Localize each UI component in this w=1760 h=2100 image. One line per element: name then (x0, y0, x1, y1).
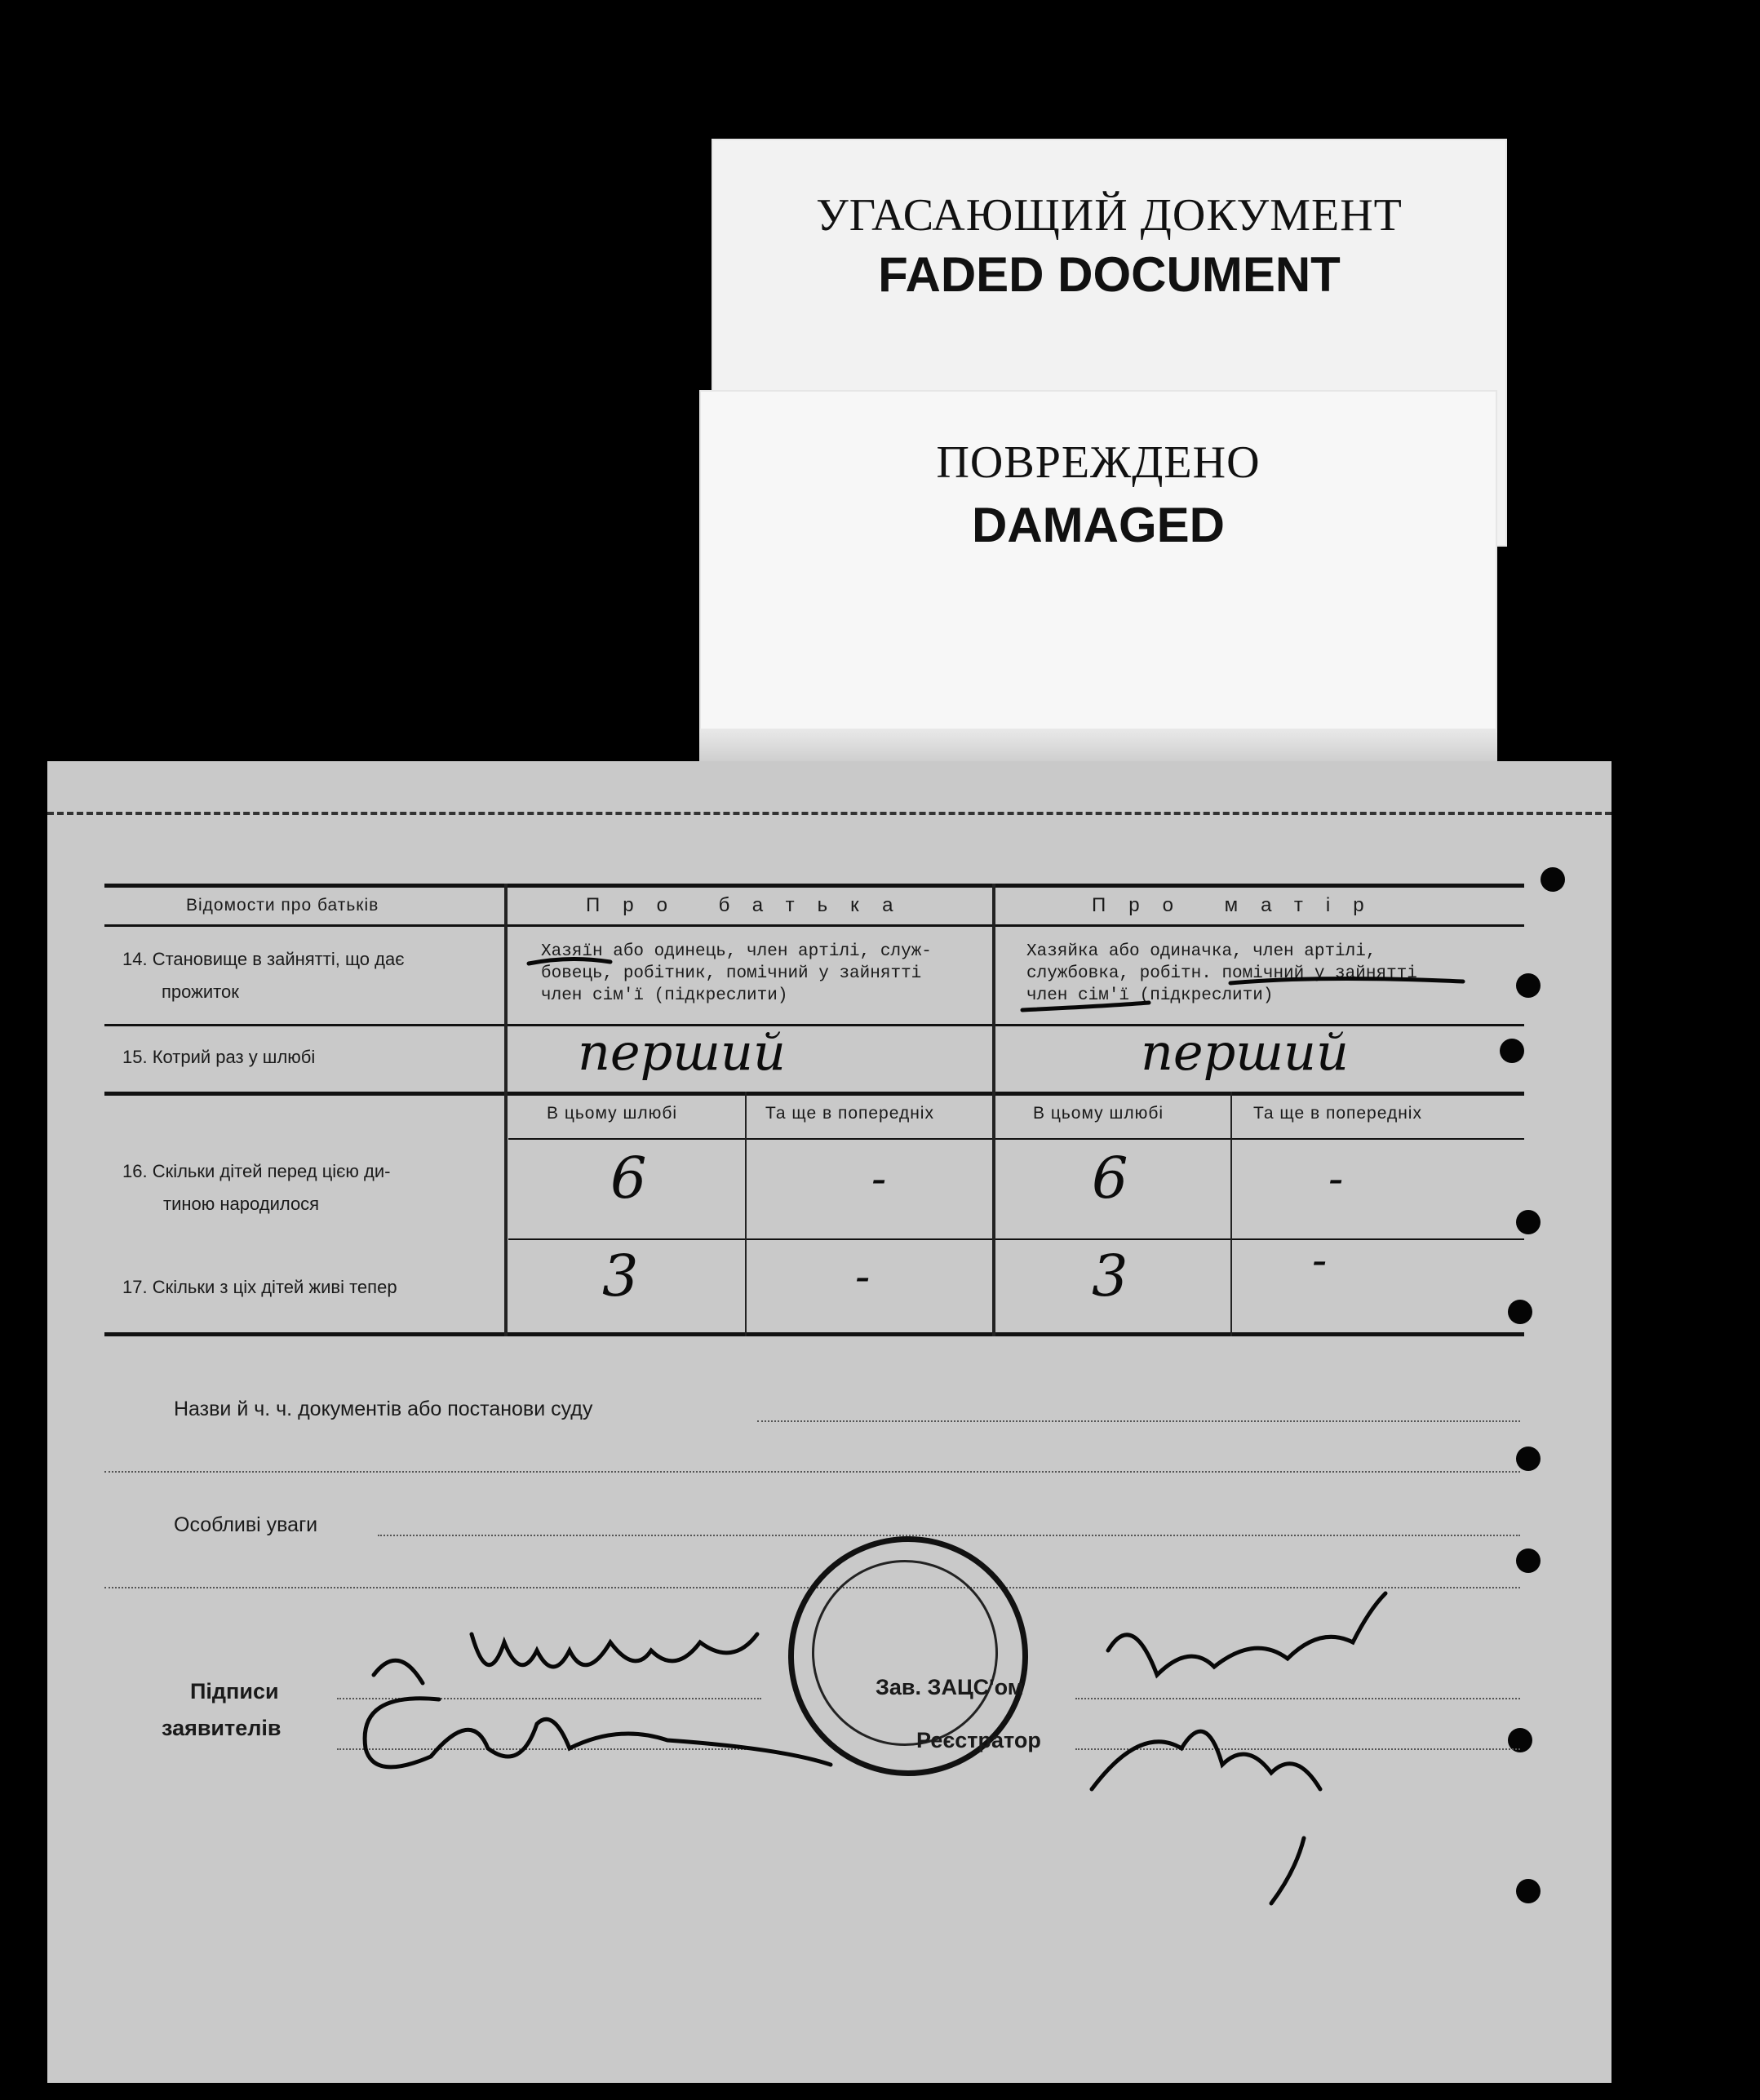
row16-mother-prev: - (1328, 1153, 1344, 1204)
notes-line-1 (378, 1535, 1520, 1536)
row15-father-value: перший (578, 1022, 786, 1082)
documents-label: Назви й ч. ч. документів або постанови суду (174, 1398, 593, 1420)
subheader-bottom-rule (508, 1138, 1524, 1140)
col-divider-mother-sub (1230, 1092, 1232, 1336)
row14-label-line1: 14. Становище в зайнятті, що дає (122, 949, 405, 969)
header-mother: Про матір (1092, 894, 1387, 916)
row16-father-this: 6 (610, 1145, 647, 1212)
table-bottom-rule (104, 1332, 1524, 1336)
mother-this-marriage-header: В цьому шлюбі (1033, 1104, 1164, 1123)
mother-previous-header: Та ще в попередніх (1253, 1104, 1422, 1123)
col-divider-father-sub (745, 1092, 747, 1336)
row14-mother-options: Хазяйка або одиначка, член артілі, службовка, робітн. помічний у зайнятті член сім'ї (підкреслити) (1026, 942, 1417, 1005)
underline-father (529, 959, 610, 964)
signatures-label-1: Підписи (190, 1679, 279, 1703)
row14-father-options: Хазяїн або одинець, член артілі, служ- бовець, робітник, помічний у зайнятті член сім'ї (підкреслити) (541, 942, 932, 1005)
damaged-notice-ru: ПОВРЕЖДЕНО (936, 437, 1261, 488)
punch-hole (1516, 1210, 1541, 1234)
signature-registrar-1 (1108, 1593, 1385, 1675)
damaged-notice (699, 390, 1497, 761)
documents-line-2 (104, 1471, 1520, 1473)
row16-label-line2: тиною народилося (163, 1194, 320, 1214)
row14-label-line2: прожиток (162, 981, 239, 1002)
faded-notice-en: FADED DOCUMENT (878, 247, 1341, 302)
punch-hole (1516, 1447, 1541, 1471)
row17-label: 17. Скільки з ціх дітей живі тепер (122, 1277, 397, 1297)
row16-mother-this: 6 (1092, 1145, 1128, 1212)
header-parents-info: Відомости про батьків (186, 896, 379, 915)
row17-mother-prev: - (1312, 1234, 1328, 1286)
signature-applicant-1 (374, 1634, 757, 1683)
form-sheet (47, 761, 1611, 2083)
handwritten-signatures (47, 1561, 1611, 1952)
notes-label: Особливі уваги (174, 1513, 318, 1536)
father-this-marriage-header: В цьому шлюбі (547, 1104, 678, 1123)
row15-mother-value: перший (1141, 1022, 1349, 1082)
signatures-label-2: заявителів (162, 1716, 282, 1740)
damaged-notice-en: DAMAGED (972, 498, 1225, 552)
row17-father-this: 3 (602, 1243, 639, 1309)
row17-father-prev: - (855, 1251, 871, 1302)
row16-bottom-rule (508, 1238, 1524, 1240)
row15-label: 15. Котрий раз у шлюбі (122, 1047, 316, 1067)
header-father: Про батька (586, 894, 916, 916)
registrar-label: Реєстратор (916, 1728, 1041, 1752)
signature-applicant-2 (365, 1699, 831, 1767)
father-previous-header: Та ще в попередніх (765, 1104, 934, 1123)
underline-mother-1 (1230, 978, 1463, 983)
row16-label-line1: 16. Скільки дітей перед цією ди- (122, 1161, 391, 1181)
documents-line-1 (757, 1420, 1520, 1422)
faded-notice-ru: УГАСАЮЩИЙ ДОКУМЕНТ (816, 190, 1403, 241)
row16-father-prev: - (871, 1153, 887, 1204)
signature-registrar-2 (1092, 1731, 1320, 1903)
punch-hole (1508, 1300, 1532, 1324)
row17-mother-this: 3 (1092, 1243, 1128, 1309)
underline-mother-2 (1022, 1003, 1149, 1010)
registrar-head-label: Зав. ЗАЦС'ом (876, 1675, 1024, 1699)
